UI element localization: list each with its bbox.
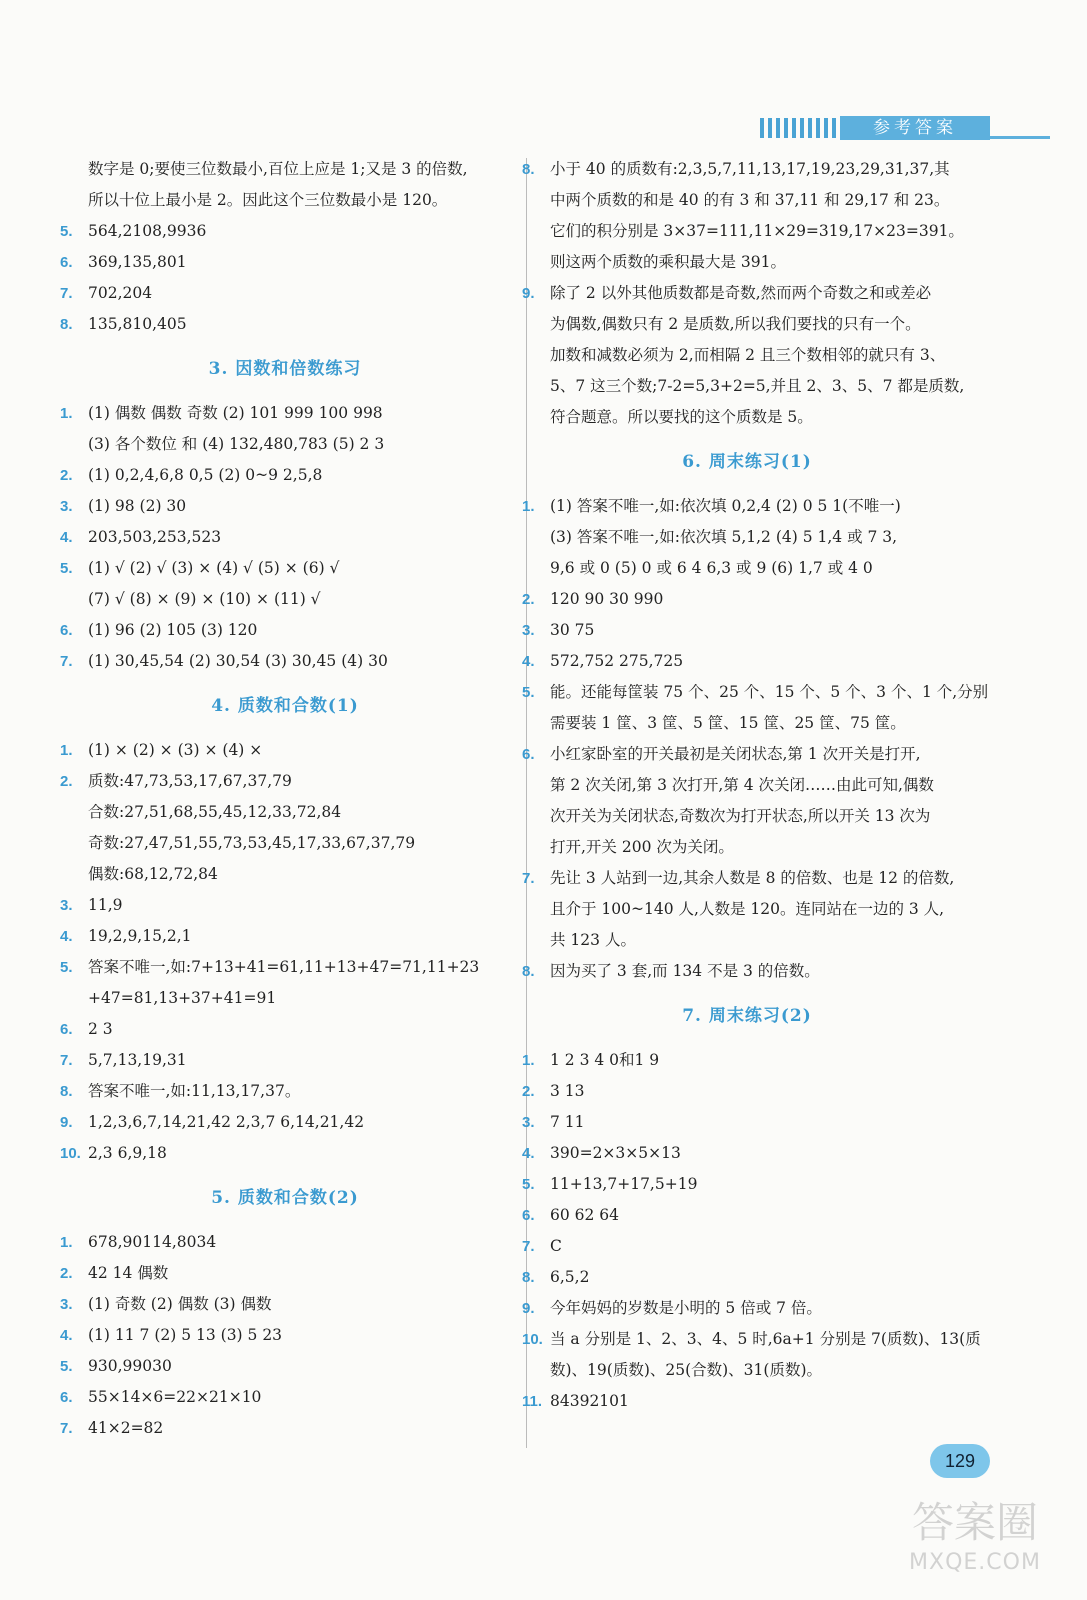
answer-continuation xyxy=(522,309,972,340)
answer-continuation xyxy=(60,983,510,1014)
item-number: 2. xyxy=(522,591,535,608)
item-number: 9. xyxy=(522,1300,535,1317)
item-number: 3. xyxy=(522,622,535,639)
watermark-url: MXQE.COM xyxy=(909,1550,1041,1575)
item-number: 3. xyxy=(60,1296,73,1313)
answer-continuation xyxy=(522,894,972,925)
answer-continuation xyxy=(522,553,972,584)
answer-text: 55×14×6=22×21×10 xyxy=(88,1388,262,1406)
section-title: 6. 周末练习(1) xyxy=(682,452,812,472)
answer-item xyxy=(522,1200,972,1231)
item-number: 8. xyxy=(522,161,535,178)
answer-continuation xyxy=(522,340,972,371)
answer-text: 369,135,801 xyxy=(88,253,187,271)
answer-item xyxy=(60,216,510,247)
answer-text: (1) √ (2) √ (3) × (4) √ (5) × (6) √ xyxy=(88,559,340,577)
answer-item xyxy=(60,890,510,921)
answer-item xyxy=(522,491,972,522)
answer-item xyxy=(522,646,972,677)
item-number: 5. xyxy=(60,223,73,240)
item-number: 6. xyxy=(60,1389,73,1406)
answer-text: 偶数:68,12,72,84 xyxy=(88,865,218,883)
header-rule xyxy=(990,136,1050,139)
answer-text: 它们的积分别是 3×37=111,11×29=319,17×23=391。 xyxy=(550,222,964,240)
answer-text: 41×2=82 xyxy=(88,1419,164,1437)
section-title: 7. 周末练习(2) xyxy=(682,1006,812,1026)
item-number: 6. xyxy=(522,1207,535,1224)
answer-text: (3) 各个数位 和 (4) 132,480,783 (5) 2 3 xyxy=(88,435,385,453)
item-number: 7. xyxy=(60,1052,73,1069)
answer-text: (1) 偶数 偶数 奇数 (2) 101 999 100 998 xyxy=(88,404,383,422)
answer-text: 5、7 这三个数;7-2=5,3+2=5,并且 2、3、5、7 都是质数, xyxy=(550,377,965,395)
answer-text: (1) 30,45,54 (2) 30,54 (3) 30,45 (4) 30 xyxy=(88,652,388,670)
answer-item xyxy=(60,1107,510,1138)
item-number: 11. xyxy=(522,1393,543,1410)
answer-text: 84392101 xyxy=(550,1392,629,1410)
item-number: 4. xyxy=(60,928,73,945)
item-number: 8. xyxy=(522,963,535,980)
answer-text: 5,7,13,19,31 xyxy=(88,1051,187,1069)
answer-continuation xyxy=(60,429,510,460)
answer-text: (1) 奇数 (2) 偶数 (3) 偶数 xyxy=(88,1295,272,1313)
item-number: 10. xyxy=(60,1145,81,1162)
answer-continuation xyxy=(522,708,972,739)
answer-text: 需要装 1 筐、3 筐、5 筐、15 筐、25 筐、75 筐。 xyxy=(550,714,906,732)
answer-text: 2,3 6,9,18 xyxy=(88,1144,167,1162)
answer-item xyxy=(60,553,510,584)
answer-item xyxy=(60,398,510,429)
answer-item xyxy=(60,247,510,278)
answer-text: (7) √ (8) × (9) × (10) × (11) √ xyxy=(88,590,321,608)
answer-text: 为偶数,偶数只有 2 是质数,所以我们要找的只有一个。 xyxy=(550,315,921,333)
answer-text: 3 13 xyxy=(550,1082,585,1100)
item-number: 7. xyxy=(522,870,535,887)
item-number: 1. xyxy=(60,405,73,422)
answer-text: 小于 40 的质数有:2,3,5,7,11,13,17,19,23,29,31,37,其 xyxy=(550,160,950,178)
item-number: 5. xyxy=(60,959,73,976)
answer-item xyxy=(522,1138,972,1169)
answer-text: 572,752 275,725 xyxy=(550,652,684,670)
answer-item xyxy=(522,154,972,185)
item-number: 4. xyxy=(522,653,535,670)
answer-item xyxy=(522,584,972,615)
item-number: 1. xyxy=(60,1234,73,1251)
page-number: 129 xyxy=(930,1444,990,1478)
answer-continuation xyxy=(522,247,972,278)
item-number: 5. xyxy=(60,1358,73,1375)
answer-item xyxy=(522,1231,972,1262)
answer-text: 共 123 人。 xyxy=(550,931,636,949)
answer-item xyxy=(522,615,972,646)
item-number: 7. xyxy=(60,653,73,670)
item-number: 7. xyxy=(60,285,73,302)
answer-text: 当 a 分别是 1、2、3、4、5 时,6a+1 分别是 7(质数)、13(质 xyxy=(550,1330,981,1348)
answer-text: 702,204 xyxy=(88,284,153,302)
answer-text: 小红家卧室的开关最初是关闭状态,第 1 次开关是打开, xyxy=(550,745,921,763)
answer-continuation xyxy=(522,402,972,433)
answer-text: 42 14 偶数 xyxy=(88,1264,169,1282)
answer-item xyxy=(60,1289,510,1320)
item-number: 2. xyxy=(60,1265,73,1282)
answer-continuation xyxy=(60,797,510,828)
answer-header xyxy=(760,116,1060,142)
answer-item xyxy=(522,1107,972,1138)
answer-text: 390=2×3×5×13 xyxy=(550,1144,681,1162)
answer-item xyxy=(60,646,510,677)
answer-item xyxy=(522,1324,981,1355)
answer-text: +47=81,13+37+41=91 xyxy=(88,989,277,1007)
answer-item xyxy=(522,1386,972,1417)
item-number: 6. xyxy=(60,622,73,639)
answer-continuation xyxy=(522,522,972,553)
answer-item xyxy=(60,1076,510,1107)
answer-text: 答案不唯一,如:7+13+41=61,11+13+47=71,11+23 xyxy=(88,958,480,976)
answer-text: 次开关为关闭状态,奇数次为打开状态,所以开关 13 次为 xyxy=(550,807,931,825)
answer-text: 120 90 30 990 xyxy=(550,590,664,608)
answer-text: 60 62 64 xyxy=(550,1206,620,1224)
item-number: 2. xyxy=(60,773,73,790)
answer-continuation xyxy=(60,185,510,216)
answer-text: (1) 96 (2) 105 (3) 120 xyxy=(88,621,258,639)
item-number: 3. xyxy=(60,897,73,914)
item-number: 5. xyxy=(522,684,535,701)
answer-text: 11,9 xyxy=(88,896,123,914)
answer-continuation xyxy=(522,832,972,863)
answer-text: 1 2 3 4 0和1 9 xyxy=(550,1051,660,1069)
item-number: 3. xyxy=(522,1114,535,1131)
left-column xyxy=(60,154,510,1444)
item-number: 7. xyxy=(60,1420,73,1437)
answer-continuation xyxy=(522,185,972,216)
answer-item xyxy=(60,1227,510,1258)
watermark-logo xyxy=(880,1490,1070,1590)
answer-text: 合数:27,51,68,55,45,12,33,72,84 xyxy=(88,803,342,821)
item-number: 10. xyxy=(522,1331,543,1348)
item-number: 8. xyxy=(522,1269,535,1286)
header-stripes xyxy=(760,118,840,138)
answer-item xyxy=(522,1076,972,1107)
item-number: 4. xyxy=(522,1145,535,1162)
item-number: 6. xyxy=(60,254,73,271)
answer-text: 打开,开关 200 次为关闭。 xyxy=(550,838,734,856)
item-number: 1. xyxy=(522,1052,535,1069)
answer-item xyxy=(522,739,972,770)
answer-item xyxy=(522,1293,972,1324)
answer-text: 且介于 100~140 人,人数是 120。连同站在一边的 3 人, xyxy=(550,900,945,918)
answer-item xyxy=(60,1320,510,1351)
item-number: 8. xyxy=(60,1083,73,1100)
section-title: 4. 质数和合数(1) xyxy=(211,696,359,716)
answer-continuation xyxy=(522,1355,972,1386)
answer-item xyxy=(60,309,510,340)
answer-text: 除了 2 以外其他质数都是奇数,然而两个奇数之和或差必 xyxy=(550,284,932,302)
item-number: 9. xyxy=(522,285,535,302)
answer-text: 加数和减数必须为 2,而相隔 2 且三个数相邻的就只有 3、 xyxy=(550,346,946,364)
answer-item xyxy=(60,1014,510,1045)
answer-continuation xyxy=(60,154,510,185)
answer-text: 所以十位上最小是 2。因此这个三位数最小是 120。 xyxy=(88,191,448,209)
answer-item xyxy=(60,952,510,983)
right-column xyxy=(522,154,989,1417)
answer-text: 30 75 xyxy=(550,621,595,639)
answer-text: 能。还能每筐装 75 个、25 个、15 个、5 个、3 个、1 个,分别 xyxy=(550,683,989,701)
answer-item xyxy=(60,1258,510,1289)
answer-text: C xyxy=(550,1237,562,1255)
answer-text: 中两个质数的和是 40 的有 3 和 37,11 和 29,17 和 23。 xyxy=(550,191,950,209)
answer-item xyxy=(60,491,510,522)
answer-continuation xyxy=(522,216,972,247)
item-number: 5. xyxy=(60,560,73,577)
item-number: 4. xyxy=(60,529,73,546)
answer-item xyxy=(60,766,510,797)
section-title: 3. 因数和倍数练习 xyxy=(208,359,362,379)
answer-text: (1) 答案不唯一,如:依次填 0,2,4 (2) 0 5 1(不唯一) xyxy=(550,497,901,515)
item-number: 7. xyxy=(522,1238,535,1255)
watermark-text: 答案圈 xyxy=(911,1498,1038,1547)
answer-text: 2 3 xyxy=(88,1020,113,1038)
answer-item xyxy=(522,1262,972,1293)
item-number: 6. xyxy=(522,746,535,763)
answer-continuation xyxy=(522,925,972,956)
answer-text: (1) 98 (2) 30 xyxy=(88,497,187,515)
answer-item xyxy=(522,677,989,708)
answer-item xyxy=(522,278,972,309)
item-number: 5. xyxy=(522,1176,535,1193)
answer-item xyxy=(60,921,510,952)
answer-text: 答案不唯一,如:11,13,17,37。 xyxy=(88,1082,301,1100)
item-number: 6. xyxy=(60,1021,73,1038)
answer-item xyxy=(522,863,972,894)
answer-text: 数)、19(质数)、25(合数)、31(质数)。 xyxy=(550,1361,823,1379)
answer-text: 则这两个质数的乘积最大是 391。 xyxy=(550,253,787,271)
item-number: 8. xyxy=(60,316,73,333)
answer-item xyxy=(60,1413,510,1444)
section-title: 5. 质数和合数(2) xyxy=(211,1188,359,1208)
item-number: 4. xyxy=(60,1327,73,1344)
answer-text: 930,99030 xyxy=(88,1357,172,1375)
answer-text: (1) 0,2,4,6,8 0,5 (2) 0~9 2,5,8 xyxy=(88,466,323,484)
answer-text: 9,6 或 0 (5) 0 或 6 4 6,3 或 9 (6) 1,7 或 4 0 xyxy=(550,559,873,577)
header-label: 参考答案 xyxy=(840,116,990,140)
answer-text: 先让 3 人站到一边,其余人数是 8 的倍数、也是 12 的倍数, xyxy=(550,869,955,887)
answer-text: 564,2108,9936 xyxy=(88,222,207,240)
item-number: 3. xyxy=(60,498,73,515)
answer-text: 符合题意。所以要找的这个质数是 5。 xyxy=(550,408,813,426)
answer-text: (1) 11 7 (2) 5 13 (3) 5 23 xyxy=(88,1326,283,1344)
item-number: 2. xyxy=(60,467,73,484)
item-number: 9. xyxy=(60,1114,73,1131)
item-number: 2. xyxy=(522,1083,535,1100)
answer-text: 135,810,405 xyxy=(88,315,187,333)
item-number: 1. xyxy=(522,498,535,515)
answer-item xyxy=(522,1169,972,1200)
answer-continuation xyxy=(522,371,972,402)
answer-text: 因为买了 3 套,而 134 不是 3 的倍数。 xyxy=(550,962,820,980)
answer-text: 质数:47,73,53,17,67,37,79 xyxy=(88,772,292,790)
answer-text: 6,5,2 xyxy=(550,1268,590,1286)
item-number: 1. xyxy=(60,742,73,759)
answer-text: 奇数:27,47,51,55,73,53,45,17,33,67,37,79 xyxy=(88,834,416,852)
answer-item xyxy=(60,615,510,646)
answer-item xyxy=(60,278,510,309)
answer-item xyxy=(60,1045,510,1076)
answer-text: 203,503,253,523 xyxy=(88,528,222,546)
answer-item xyxy=(60,460,510,491)
answer-item xyxy=(522,956,972,987)
answer-item xyxy=(522,1045,972,1076)
answer-item xyxy=(60,522,510,553)
answer-text: (3) 答案不唯一,如:依次填 5,1,2 (4) 5 1,4 或 7 3, xyxy=(550,528,898,546)
answer-text: 第 2 次关闭,第 3 次打开,第 4 次关闭……由此可知,偶数 xyxy=(550,776,934,794)
answer-item xyxy=(60,1382,510,1413)
answer-text: (1) × (2) × (3) × (4) × xyxy=(88,741,263,759)
answer-item xyxy=(60,1138,510,1169)
answer-item xyxy=(60,735,510,766)
answer-item xyxy=(60,1351,510,1382)
answer-continuation xyxy=(60,828,510,859)
answer-text: 1,2,3,6,7,14,21,42 2,3,7 6,14,21,42 xyxy=(88,1113,365,1131)
answer-continuation xyxy=(522,770,972,801)
answer-text: 7 11 xyxy=(550,1113,585,1131)
answer-continuation xyxy=(60,859,510,890)
answer-continuation xyxy=(60,584,510,615)
answer-text: 数字是 0;要使三位数最小,百位上应是 1;又是 3 的倍数, xyxy=(88,160,468,178)
answer-text: 678,90114,8034 xyxy=(88,1233,217,1251)
answer-text: 19,2,9,15,2,1 xyxy=(88,927,192,945)
answer-text: 11+13,7+17,5+19 xyxy=(550,1175,698,1193)
answer-text: 今年妈妈的岁数是小明的 5 倍或 7 倍。 xyxy=(550,1299,822,1317)
answer-continuation xyxy=(522,801,972,832)
